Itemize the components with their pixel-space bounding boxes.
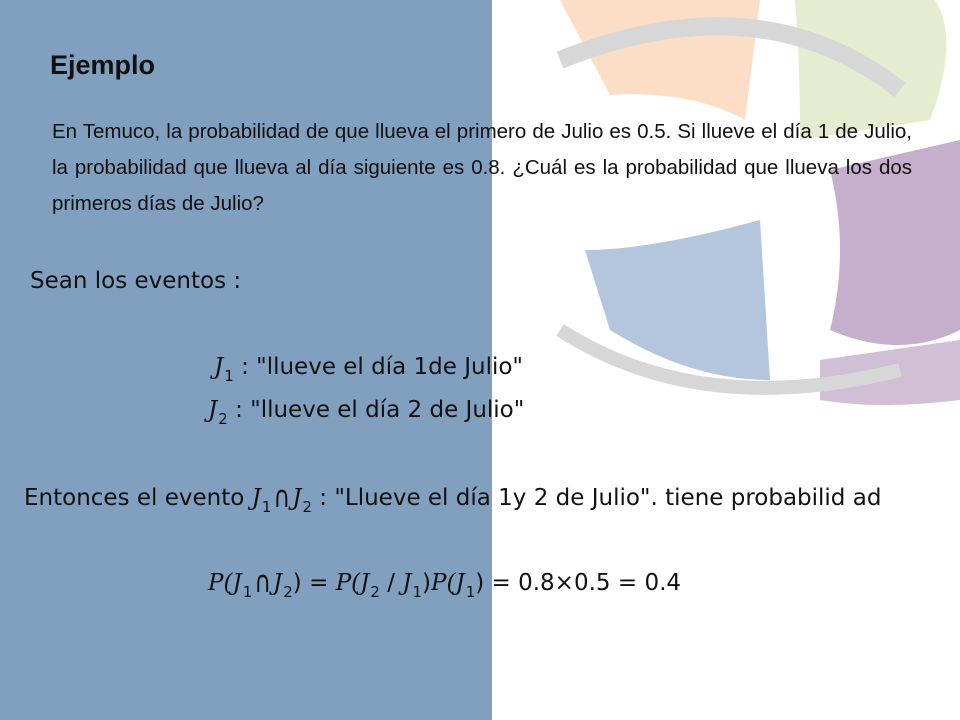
formula-eq3: = — [610, 570, 645, 596]
formula-eq1: = — [301, 570, 336, 596]
formula-lhs-i2: 2 — [283, 582, 293, 601]
problem-statement: En Temuco, la probabilidad de que llueva el primero de Julio es 0.5. Si llueve el día 1 de Julio, la probabilidad que llueva al día siguiente es 0.8. ¿Cuál es la probabilidad que llueva los dos primeros días de Julio? — [52, 120, 912, 215]
formula-p-j1: J — [455, 570, 465, 596]
j2-index: 2 — [302, 497, 312, 516]
event-symbol: J — [214, 354, 224, 380]
formula-times: × — [554, 570, 574, 596]
event-symbol: J — [208, 397, 218, 423]
formula-cond-slash: / — [379, 570, 403, 596]
event-j2 — [208, 397, 525, 428]
formula-cond-j2: J — [360, 570, 370, 596]
formula-lhs-i1: 1 — [242, 582, 253, 601]
event-j1 — [214, 354, 524, 385]
intersection-statement — [24, 481, 882, 516]
formula-lhs-open: P( — [208, 570, 233, 596]
events-intro: Sean los eventos : — [30, 268, 242, 294]
formula-p-i1: 1 — [465, 582, 476, 601]
entonces-suffix: : "Llueve el día 1y 2 de Julio". tiene probabilid ad — [311, 485, 882, 511]
formula-eq2: = — [484, 570, 519, 596]
formula-value-08: 0.8 — [518, 570, 555, 596]
formula-value-05: 0.5 — [573, 570, 611, 596]
formula-lhs-j1: J — [232, 570, 242, 596]
formula-cond-j1: J — [402, 570, 412, 596]
intersection-symbol: ∩ — [273, 481, 291, 515]
formula-p-open: P( — [431, 570, 456, 596]
formula-lhs-j2: J — [273, 570, 283, 596]
formula-intersection-symbol: ∩ — [254, 566, 272, 600]
formula-p-close: ) — [475, 570, 485, 596]
event-description: : "llueve el día 1de Julio" — [241, 354, 524, 380]
formula-result: 0.4 — [644, 570, 682, 596]
j1-index: 1 — [261, 497, 272, 516]
event-description: : "llueve el día 2 de Julio" — [235, 397, 525, 423]
j2-symbol: J — [292, 485, 302, 511]
formula-cond-i1: 1 — [412, 582, 423, 601]
event-index: 2 — [218, 409, 228, 428]
formula-cond-close: ) — [422, 570, 431, 596]
formula-cond-i2: 2 — [370, 582, 380, 601]
formula-cond-open: P( — [335, 570, 361, 596]
event-index: 1 — [224, 366, 234, 385]
entonces-prefix: Entonces el evento — [24, 485, 252, 511]
probability-formula — [208, 566, 682, 601]
j1-symbol: J — [251, 485, 261, 511]
formula-lhs-close: ) — [292, 570, 302, 596]
slide-title: Ejemplo — [50, 50, 156, 80]
